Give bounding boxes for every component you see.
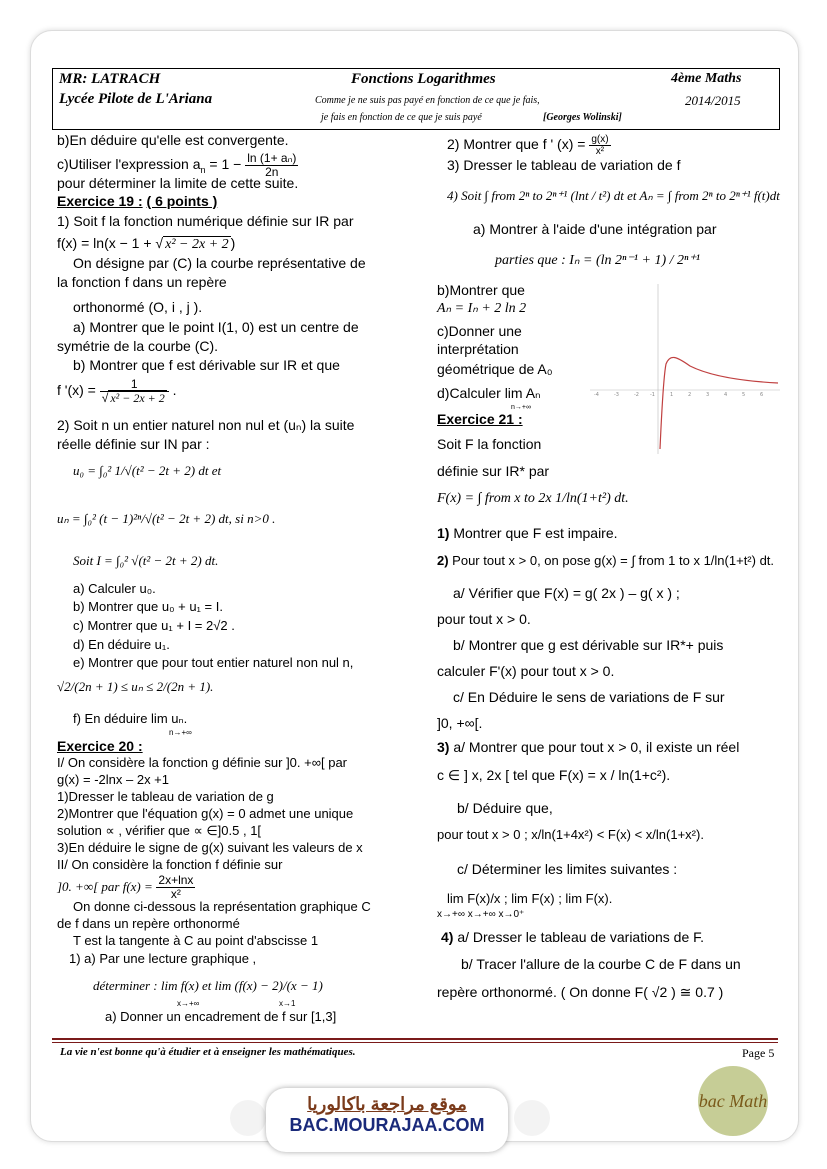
limit-subscript: n→+∞ [511,404,531,411]
text-line: g(x) = -2lnx – 2x +1 [57,772,169,787]
math-line: 4) Soit ∫ from 2ⁿ to 2ⁿ⁺¹ (lnt / t²) dt et Aₙ = ∫ from 2ⁿ to 2ⁿ⁺¹ f(t)dt [447,188,780,203]
text-line: interprétation [437,341,519,357]
text-line: II/ On considère la fonction f définie sur [57,857,283,872]
text-line: symétrie de la courbe (C). [57,338,219,354]
school-name: Lycée Pilote de L'Ariana [59,91,213,107]
text-line: a) Montrer à l'aide d'une intégration par [473,221,717,237]
svg-text:3: 3 [706,392,710,398]
text-line: a/ Vérifier que F(x) = g( 2x ) – g( x ) ; [453,585,680,601]
text-line: 4) a/ Dresser le tableau de variations de F. [441,929,705,945]
text-line: 3)En déduire le signe de g(x) suivant les valeurs de x [57,840,363,855]
math-line: déterminer : lim f(x) et lim (f(x) − 2)/(x − 1) [93,978,323,993]
svg-text:6: 6 [760,392,764,398]
text-line: b)En déduire qu'elle est convergente. [57,132,289,148]
teacher-name: MR: LATRACH [59,71,161,87]
math-line: pour tout x > 0 ; x/ln(1+4x²) < F(x) < x/ln(1+x²). [437,827,704,842]
text-line: pour tout x > 0. [437,611,531,627]
text-line: orthonormé (O, i , j ). [73,299,203,315]
text-line: la fonction f dans un repère [57,274,227,290]
text-line: b/ Déduire que, [457,800,553,816]
quote-line-2: je fais en fonction de ce que je suis payé [321,112,482,123]
svg-text:-4: -4 [594,392,599,398]
text-line: a) Donner un encadrement de f sur [1,3] [105,1009,337,1024]
class-level: 4ème Maths [671,71,742,86]
footer-rule-thin [52,1042,778,1043]
text-line: e) Montrer que pour tout entier naturel non nul n, [73,655,354,670]
quote-line-1: Comme je ne suis pas payé en fonction de ce que je fais, [315,95,540,106]
text-line: géométrique de A₀ [437,361,553,377]
site-banner[interactable] [266,1088,508,1152]
text-line: 2)Montrer que l'équation g(x) = 0 admet une unique [57,806,354,821]
limit-subscript: x→+∞ x→+∞ x→0⁺ [437,909,525,920]
function-graph [590,284,780,454]
math-line: c ∈ ] x, 2x [ tel que F(x) = x / ln(1+c²). [437,767,671,783]
text-line: 1) Soit f la fonction numérique définie sur IR par [57,213,354,229]
text-line: 1)Dresser le tableau de variation de g [57,789,274,804]
text-line: Soit F la fonction [437,436,542,452]
text-line: a) Montrer que le point I(1, 0) est un centre de [73,319,359,335]
text-line: 1) Montrer que F est impaire. [437,525,618,541]
text-line: d)Calculer lim Aₙ [437,385,541,401]
book-logo-right [514,1100,550,1136]
text-line: b) Montrer que f est dérivable sur IR et que [73,357,340,373]
text-line: 2) Montrer que f ' (x) = $\frac{g(x)}{\text{x²}}$ [447,134,609,157]
svg-text:2: 2 [688,392,692,398]
math-line: √2/(2n + 1) ≤ uₙ ≤ 2/(2n + 1). [57,679,214,694]
text-line: 3) Dresser le tableau de variation de f [447,157,681,173]
limit-subscript: x→+∞ [177,999,200,1008]
svg-text:4: 4 [724,392,728,398]
text-line: b)Montrer que [437,282,525,298]
bac-math-badge: bac Math [698,1066,768,1136]
text-line: solution ∝ , vérifier que ∝ ∈]0.5 , 1[ [57,823,262,838]
text-line: définie sur IR* par [437,463,550,479]
text-line: c/ En Déduire le sens de variations de F sur [453,689,725,705]
text-line: c)Utiliser l'expression $a_n = 1$ − $\frac{\text{ln (1+ aₙ)}}{2n}$ [57,151,297,179]
text-line: a) Calculer u₀. [73,581,156,596]
text-line: b/ Montrer que g est dérivable sur IR*+ puis [453,637,724,653]
text-line: 2) Soit n un entier naturel non nul et (uₙ) la suite [57,417,355,433]
quote-author: [Georges Wolinski] [543,112,622,123]
text-line: I/ On considère la fonction g définie sur ]0. +∞[ par [57,755,348,770]
text-line: On donne ci-dessous la représentation graphique C [73,899,371,914]
text-line: ]0, +∞[. [437,715,483,731]
limit-subscript: n→+∞ [169,728,192,737]
exercise-19-title: Exercice 19 : ( 6 points ) [57,193,218,209]
school-year: 2014/2015 [685,93,741,108]
footer-motto: La vie n'est bonne qu'à étudier et à enseigner les mathématiques. [60,1046,356,1058]
banner-arabic-text: موقع مراجعة باكالوريا [307,1094,467,1114]
svg-text:-3: -3 [614,392,619,398]
math-line: u₀ = ∫₀² 1/√(t² − 2t + 2) dt et [73,463,222,478]
text-line: b) Montrer que u₀ + u₁ = I. [73,599,223,614]
banner-site-url[interactable]: BAC.MOURAJAA.COM [289,1115,485,1135]
text-line: c)Donner une [437,323,522,339]
text-line: c/ Déterminer les limites suivantes : [457,861,678,877]
svg-text:1: 1 [670,392,674,398]
text-line: de f dans un repère orthonormé [57,916,240,931]
math-line: F(x) = ∫ from x to 2x 1/ln(1+t²) dt. [437,491,629,506]
document-title: Fonctions Logarithmes [351,71,496,87]
page-number: Page 5 [742,1046,775,1060]
limit-subscript: x→1 [279,999,296,1008]
text-line: repère orthonormé. ( On donne F( √2 ) ≅ 0.7 ) [437,984,724,1000]
text-line: ]0. +∞[ par f(x) = $\frac{2x+\ln x}{\text{x²}}$ [57,873,194,901]
math-line: uₙ = ∫₀² (t − 1)²ⁿ/√(t² − 2t + 2) dt, si n>0 . [57,511,276,526]
footer-rule [52,1038,778,1040]
text-line: b/ Tracer l'allure de la courbe C de F dans un [461,956,741,972]
text-line: c) Montrer que u₁ + I = 2√2 . [73,618,235,633]
text-line: d) En déduire u₁. [73,637,170,652]
math-line: Aₙ = Iₙ + 2 ln 2 [437,301,527,316]
text-line: f(x) = ln(x − 1 + √ x² − 2x + 2 ) [57,235,236,252]
text-line: calculer F'(x) pour tout x > 0. [437,663,615,679]
text-line: 1) a) Par une lecture graphique , [69,951,257,966]
book-logo-left [230,1100,266,1136]
exercise-21-title: Exercice 21 : [437,411,523,427]
text-line: 2) Pour tout x > 0, on pose g(x) = ∫ from 1 to x 1/ln(1+t²) dt. [437,553,775,568]
text-line: f '(x) = $\frac{1}{\text{√ x² − 2x + 2}}$ . [57,377,177,405]
math-line: Soit I = ∫₀² √(t² − 2t + 2) dt. [73,553,219,568]
text-line: f) En déduire lim uₙ. [73,711,188,726]
text-line: pour déterminer la limite de cette suite. [57,175,299,191]
text-line: T est la tangente à C au point d'abscisse 1 [73,933,319,948]
svg-text:-2: -2 [634,392,639,398]
svg-text:-1: -1 [650,392,655,398]
math-line: parties que : Iₙ = (ln 2ⁿ⁻¹ + 1) / 2ⁿ⁺¹ [495,253,700,268]
exercise-20-title: Exercice 20 : [57,738,143,754]
curve-c [660,357,778,449]
svg-text:5: 5 [742,392,746,398]
math-line: lim F(x)/x ; lim F(x) ; lim F(x). [447,891,613,906]
text-line: réelle définie sur IN par : [57,436,210,452]
text-line: On désigne par (C) la courbe représentative de [73,255,366,271]
document-header [52,68,780,130]
text-line: 3) a/ Montrer que pour tout x > 0, il existe un réel [437,739,740,755]
